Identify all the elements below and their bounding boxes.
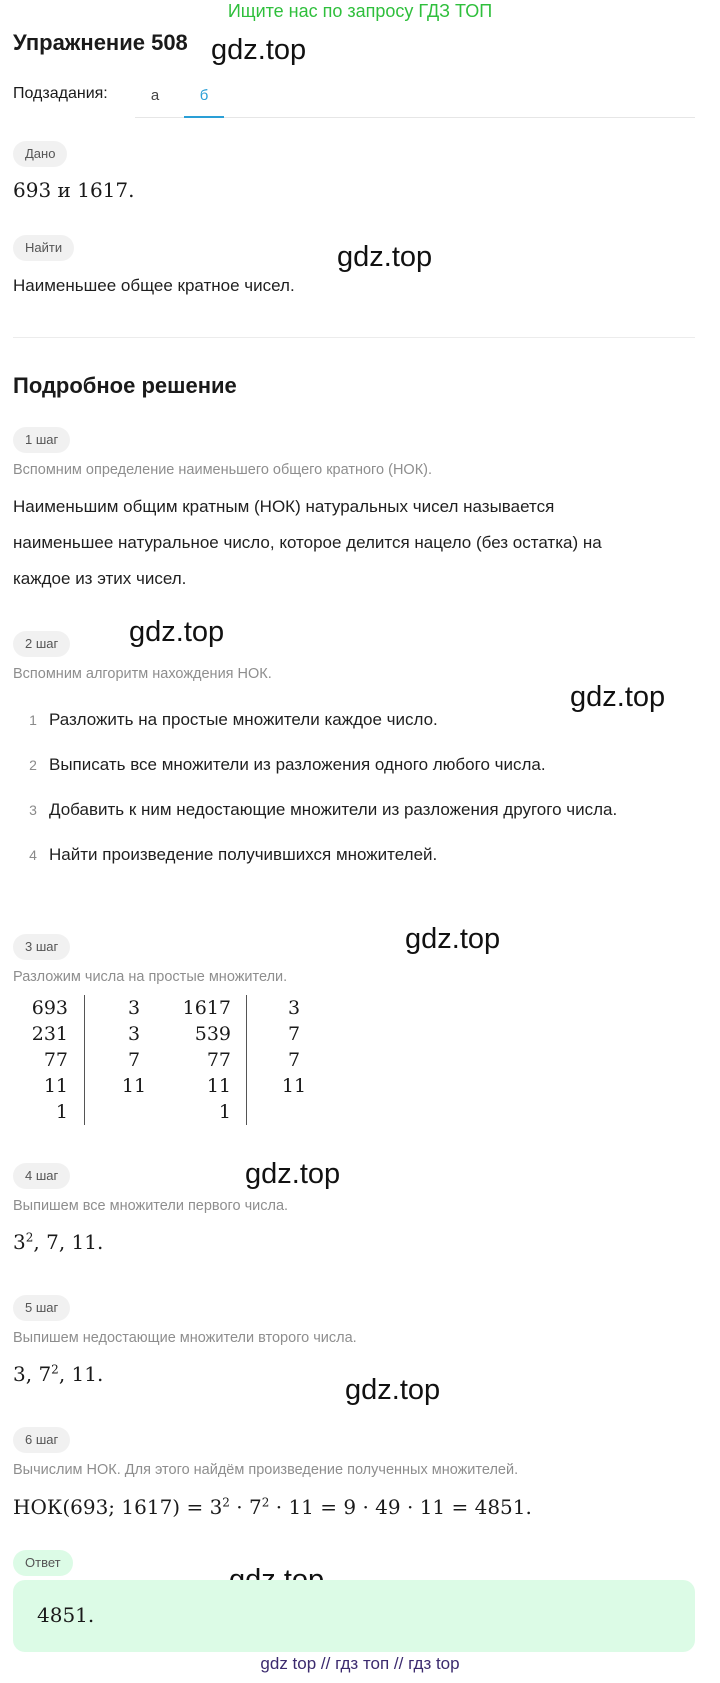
step-3-hint: Разложим числа на простые множители. <box>13 969 288 985</box>
prime-factor: 11 <box>281 1075 307 1097</box>
watermark: gdz.top <box>211 34 307 66</box>
step-6-hint: Вычислим НОК. Для этого найдём произведение полученных множителей. <box>13 1462 519 1478</box>
prime-factor: 7 <box>287 1049 301 1071</box>
answer-value: 4851. <box>37 1603 95 1627</box>
find-value: Наименьшее общее кратное чисел. <box>13 276 295 295</box>
watermark: gdz.top <box>570 681 666 713</box>
step-5-factors: 3, $7^2$, 11. <box>13 1362 104 1386</box>
dividend: 1 <box>218 1101 231 1123</box>
list-item: Добавить к ним недостающие множители из разложения другого числа. <box>49 800 618 819</box>
step-1-definition <box>13 489 693 597</box>
watermark: gdz.top <box>337 241 433 273</box>
tab-subtask-b[interactable]: б <box>184 84 224 118</box>
list-item-number: 3 <box>29 802 37 818</box>
step-5-badge: 5 шаг <box>13 1295 70 1321</box>
list-item: Найти произведение получившихся множителей. <box>49 845 438 864</box>
step-5-hint: Выпишем недостающие множители второго числа. <box>13 1330 357 1346</box>
factorization-tables <box>8 995 308 1125</box>
list-item: Выписать все множители из разложения одного любого числа. <box>49 755 546 774</box>
divider-line <box>246 995 247 1125</box>
watermark: gdz.top <box>129 616 225 648</box>
watermark: gdz.top <box>405 923 501 955</box>
step-4-hint: Выпишем все множители первого числа. <box>13 1198 289 1214</box>
list-item-number: 4 <box>29 847 37 863</box>
answer-badge: Ответ <box>13 1550 73 1576</box>
dividend: 231 <box>31 1023 68 1045</box>
list-item-number: 2 <box>29 757 37 773</box>
answer-box <box>13 1580 695 1652</box>
prime-factor: 3 <box>127 1023 141 1045</box>
dividend: 539 <box>194 1023 231 1045</box>
search-promo-banner[interactable]: Ищите нас по запросу ГДЗ ТОП <box>227 1 493 21</box>
prime-factor: 11 <box>121 1075 147 1097</box>
step-6-badge: 6 шаг <box>13 1427 70 1453</box>
dividend: 1617 <box>182 997 231 1019</box>
divider-line <box>84 995 85 1125</box>
page-title: Упражнение 508 <box>13 30 188 55</box>
prime-factor: 3 <box>127 997 141 1019</box>
dividend: 11 <box>43 1075 68 1097</box>
list-item-number: 1 <box>29 712 37 728</box>
subtasks-label: Подзадания: <box>13 85 108 102</box>
step-3-badge: 3 шаг <box>13 934 70 960</box>
dividend: 11 <box>206 1075 231 1097</box>
definition-line: наименьшее натуральное число, которое делится нацело (без остатка) на <box>13 533 602 552</box>
step-4-badge: 4 шаг <box>13 1163 70 1189</box>
footer-links[interactable]: gdz top // гдз топ // гдз top <box>260 1654 460 1673</box>
solution-title: Подробное решение <box>13 373 237 398</box>
step-1-hint: Вспомним определение наименьшего общего кратного (НОК). <box>13 462 433 478</box>
step-2-badge: 2 шаг <box>13 631 70 657</box>
list-item: Разложить на простые множители каждое число. <box>49 710 438 729</box>
divider <box>13 337 695 338</box>
step-6-formula: НОК(693; $1617) = 3^2 \cdot 7^2 \cdot 11 = 9 \cdot 49 \cdot 11 = 4851$. <box>13 1495 532 1519</box>
step-1-badge: 1 шаг <box>13 427 70 453</box>
dividend: 77 <box>206 1049 231 1071</box>
given-value: 693 и 1617. <box>13 178 135 202</box>
subtask-tabs <box>135 80 695 118</box>
dividend: 77 <box>43 1049 68 1071</box>
prime-factor: 3 <box>287 997 301 1019</box>
dividend: 1 <box>55 1101 68 1123</box>
find-badge: Найти <box>13 235 74 261</box>
tab-subtask-a[interactable]: а <box>150 87 160 104</box>
definition-line: Наименьшим общим кратным (НОК) натуральных чисел называется <box>13 497 555 516</box>
dividend: 693 <box>31 997 68 1019</box>
step-4-factors: $3^2$, 7, 11. <box>13 1230 104 1254</box>
watermark: gdz.top <box>245 1158 341 1190</box>
prime-factor: 7 <box>127 1049 141 1071</box>
given-badge: Дано <box>13 141 67 167</box>
watermark: gdz.top <box>345 1374 441 1406</box>
prime-factor: 7 <box>287 1023 301 1045</box>
definition-line: каждое из этих чисел. <box>13 569 187 588</box>
step-2-hint: Вспомним алгоритм нахождения НОК. <box>13 666 272 682</box>
